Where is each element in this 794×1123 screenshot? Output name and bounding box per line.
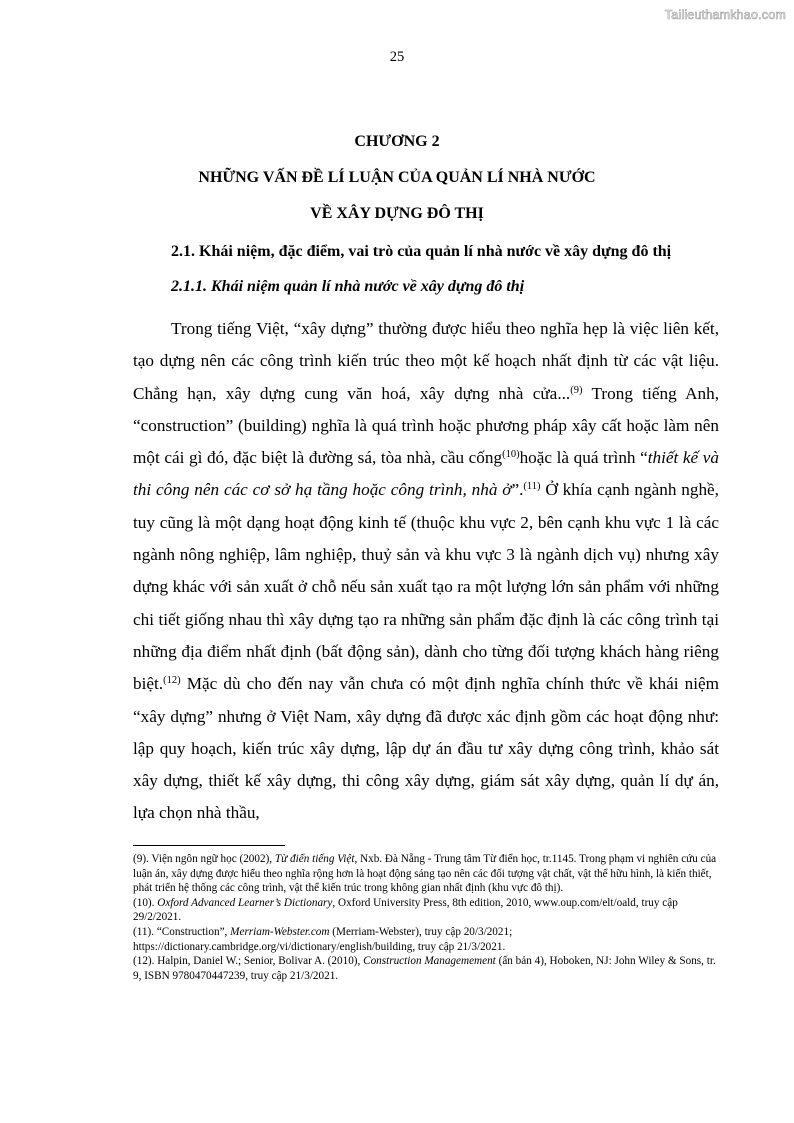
body-text-5: Ở khía cạnh ngành nghề, tuy cũng là một dạng hoạt động kinh tế (thuộc khu vực 2, bên cạnh khu vực 1 là các ngành nông nghiệp, lâm nghiệp, thuỷ sản và khu vực 3 là ngành dịch vụ) nhưng xây dựng khác với sản xuất ở chỗ nếu sản xuất tạo ra một lượng lớn sản phẩm với những chi tiết giống nhau thì xây dựng tạo ra những sản phẩm đặc định là các công trình tại những địa điểm nhất định (bất động sản), dành cho từng đối tượng khách hàng riêng biệt. <box>133 480 719 694</box>
chapter-number: CHƯƠNG 2 <box>354 133 440 150</box>
footnote-12-title: Construction Managemement <box>363 955 496 968</box>
footnote-ref-12: (12) <box>163 675 181 687</box>
footnote-12-text: (12). Halpin, Daniel W.; Senior, Bolivar A. (2010), <box>133 955 364 968</box>
footnote-9 <box>133 852 719 896</box>
footnote-ref-11: (11) <box>523 481 541 493</box>
footnote-10-rest: , Oxford University Press, 8th edition, 2010, www.oup.com/elt/oald, truy cập 29/2/2021. <box>133 896 678 924</box>
body-text-6: Mặc dù cho đến nay vẫn chưa có một định nghĩa chính thức về khái niệm “xây dựng” nhưng ở Việt Nam, xây dựng đã được xác định gồm các hoạt động như: lập quy hoạch, kiến trúc xây dựng, lập dự án đầu tư xây dựng công trình, khảo sát xây dựng, thiết kế xây dựng, thi công xây dựng, giám sát xây dựng, quản lí dự án, lựa chọn nhà thầu, <box>133 674 719 823</box>
footnote-12-rest: (ấn bản 4), Hoboken, NJ: John Wiley & Sons, tr. 9, ISBN 9780470447239, truy cập 21/3/2021. <box>133 955 716 982</box>
footnote-10-title: Oxford Advanced Learner’s Dictionary <box>157 896 333 909</box>
body-text-3: hoặc là quá trình “ <box>519 448 648 468</box>
footnotes <box>133 852 719 983</box>
footnote-ref-9: (9) <box>570 384 583 396</box>
page-number: 25 <box>389 49 405 65</box>
footnote-11-title: Merriam-Webster.com <box>230 925 330 938</box>
body-text-2: Trong tiếng Anh, “construction” (building) nghĩa là quá trình hoặc phương pháp xây cất hoặc làm nên một cái gì đó, đặc biệt là đường sá, tòa nhà, cầu cống <box>133 383 720 468</box>
footnote-9-text: (9). Viện ngôn ngữ học (2002), <box>133 853 275 865</box>
footnote-11-rest: (Merriam-Webster), truy cập 20/3/2021; https://dictionary.cambridge.org/vi/dictionary/english/building, truy cập 21/3/2021. <box>133 925 513 953</box>
body-paragraph <box>133 313 719 830</box>
footnote-10 <box>133 896 719 925</box>
footnote-11 <box>133 925 719 954</box>
footnote-11-text: (11). “Construction”, <box>133 925 231 938</box>
footnote-12 <box>133 954 719 983</box>
footnote-9-rest: , Nxb. Đà Nẵng - Trung tâm Từ điển học, tr.1145. Trong phạm vi nghiên cứu của luận án, xây dựng được hiểu theo nghĩa rộng hơn là hoạt động sáng tạo nên các đối tượng vật chất, vật thể hữu hình, là kiến thiết, phát triển hệ thống các công trình, vật thể kiến trúc trong không gian nhất định (khu vực đô thị). <box>133 853 717 895</box>
footnote-9-title: Từ điển tiếng Việt <box>274 853 355 865</box>
chapter-title-line-1: NHỮNG VẤN ĐỀ LÍ LUẬN CỦA QUẢN LÍ NHÀ NƯỚC <box>198 169 596 186</box>
footnote-ref-10: (10) <box>502 449 520 461</box>
body-quote-italic: thiết kế và thi công nên các cơ sở hạ tầng hoặc công trình, nhà ở <box>133 448 719 500</box>
section-heading: 2.1. Khái niệm, đặc điểm, vai trò của quản lí nhà nước về xây dựng đô thị <box>171 243 672 260</box>
footnote-divider <box>133 845 285 846</box>
body-text-1: Trong tiếng Việt, “xây dựng” thường được hiểu theo nghĩa hẹp là việc liên kết, tạo dựng nên các công trình kiến trúc theo một kế hoạch nhất định từ các vật liệu. Chẳng hạn, xây dựng cung văn hoá, xây dựng nhà cửa... <box>133 319 719 403</box>
watermark: Tailieuthamkhao.com <box>664 8 786 22</box>
chapter-title-line-2: VỀ XÂY DỰNG ĐÔ THỊ <box>310 205 484 222</box>
body-text-4: ”. <box>511 480 524 500</box>
subsection-heading: 2.1.1. Khái niệm quản lí nhà nước về xây dựng đô thị <box>171 278 525 295</box>
footnote-10-text: (10). <box>133 896 158 909</box>
